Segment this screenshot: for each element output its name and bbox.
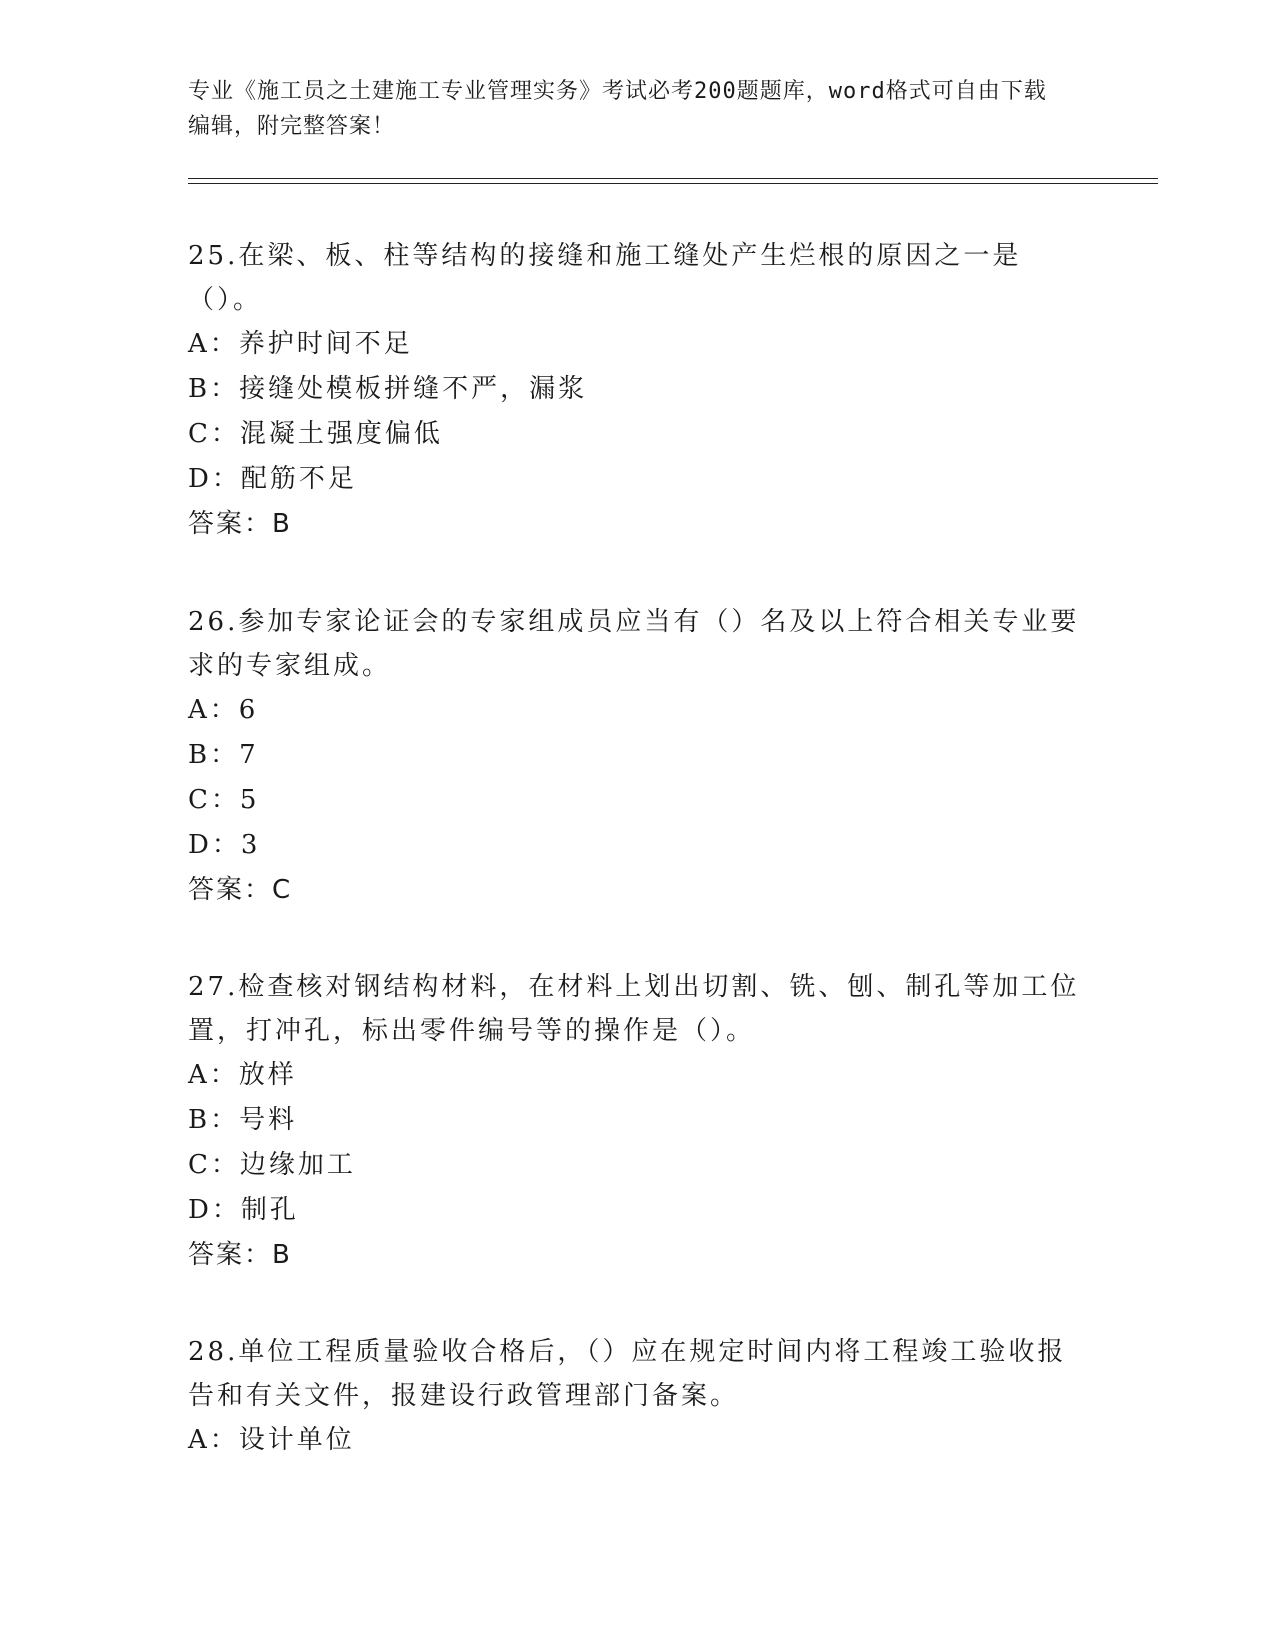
option-b: B：接缝处模板拼缝不严，漏浆 — [188, 374, 588, 404]
option-d: D：配筋不足 — [188, 464, 357, 494]
option-c: C：边缘加工 — [188, 1150, 356, 1180]
question-27 — [188, 965, 1088, 1278]
document-header: 专业《施工员之土建施工专业管理实务》考试必考200题题库，word格式可自由下载编辑，附完整答案！ — [188, 79, 1047, 139]
question-26 — [188, 600, 1088, 913]
question-28 — [188, 1330, 1088, 1463]
option-b: B：号料 — [188, 1105, 298, 1135]
header-divider-bottom — [188, 183, 1158, 184]
question-text: 25.在梁、板、柱等结构的接缝和施工缝处产生烂根的原因之一是（）。 — [188, 241, 1022, 315]
answer-label: 答案：B — [188, 1240, 292, 1270]
option-c: C：5 — [188, 785, 260, 815]
question-text: 26.参加专家论证会的专家组成员应当有（）名及以上符合相关专业要求的专家组成。 — [188, 607, 1080, 681]
answer-label: 答案：B — [188, 509, 292, 539]
question-text: 28.单位工程质量验收合格后，（）应在规定时间内将工程竣工验收报告和有关文件，报建设行政管理部门备案。 — [188, 1337, 1067, 1411]
header-divider-top — [188, 178, 1158, 179]
option-a: A：6 — [188, 695, 259, 725]
option-a: A：放样 — [188, 1060, 297, 1090]
option-a: A：养护时间不足 — [188, 329, 413, 359]
option-a: A：设计单位 — [188, 1425, 355, 1455]
question-text: 27.检查核对钢结构材料，在材料上划出切割、铣、刨、制孔等加工位置，打冲孔，标出零件编号等的操作是（）。 — [188, 972, 1080, 1046]
option-d: D：3 — [188, 830, 261, 860]
answer-label: 答案：C — [188, 875, 293, 905]
option-c: C：混凝土强度偏低 — [188, 419, 443, 449]
option-b: B：7 — [188, 740, 259, 770]
option-d: D：制孔 — [188, 1195, 299, 1225]
question-25 — [188, 234, 1088, 547]
